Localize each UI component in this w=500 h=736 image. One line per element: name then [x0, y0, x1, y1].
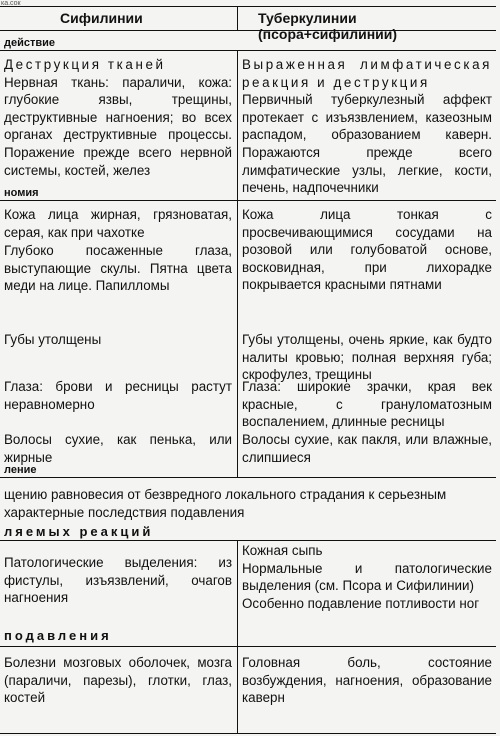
- physiognomy-right-5: Волосы сухие, как пакля, или влажные, слипшиеся: [242, 432, 492, 465]
- manifestation-text: щению равновесия от безвредного локального страдания к серьезным характерные последствия подавления: [4, 487, 447, 520]
- physiognomy-right-3: Губы утолщены, очень яркие, как будто налиты кровью; полная верхняя губа; скрофулез, трещины: [242, 332, 492, 383]
- divider-physiognomy: [237, 200, 238, 477]
- action-left-heading: Деструкция тканей: [4, 57, 166, 72]
- section-label-manifestation: ление: [4, 464, 37, 476]
- reactions-left-cell: Патологические выделения: из фистулы, изъязвлений, очагов нагноения: [4, 555, 232, 606]
- section-label-action: действие: [4, 37, 56, 49]
- table-top-border: [0, 6, 496, 7]
- action-right-text: Первичный туберкулезный аффект протекает с изъязвлением, казеозным распадом, образованием каверн. Поражаются прежде всего лимфатические узлы, легкие, кости, печень, надпочечники: [242, 92, 492, 196]
- physiognomy-left-1: Кожа лица жирная, грязноватая, серая, как при чахотке: [4, 207, 232, 240]
- comparison-table: [0, 6, 496, 734]
- action-left-text: Нервная ткань: параличи, кожа: глубокие язвы, трещины, деструктивные нагноения; во всех органах деструктивные процессы. Поражение прежде всего нервной системы, костей, желез: [4, 74, 232, 178]
- action-right-cell: [242, 56, 492, 197]
- reactions-right-line-3: Особенно подавление потливости ног: [242, 595, 480, 611]
- header-left: Сифилинии: [60, 10, 143, 26]
- reactions-right-line-2: Нормальные и патологические выделения (см. Псора и Сифилинии): [242, 560, 492, 594]
- rule-action: [0, 50, 496, 51]
- action-left-cell: [4, 56, 232, 179]
- section-label-reactions: ляемых реакций: [4, 524, 154, 539]
- physiognomy-right-4: Глаза: широкие зрачки, края век красные, с грануломатозным воспалением, длинные ресницы: [242, 379, 492, 430]
- rule-manifestation: [0, 477, 496, 478]
- divider-reactions: [237, 540, 238, 646]
- section-label-suppression: подавления: [4, 628, 112, 643]
- suppression-right-cell: Головная боль, состояние возбуждения, нагноения, образование каверн: [242, 655, 492, 706]
- section-label-physiognomy: номия: [4, 187, 39, 199]
- physiognomy-left-5: Волосы сухие, как пенька, или жирные: [4, 432, 232, 465]
- physiognomy-right-1: Кожа лица тонкая с просвечивающимися сосудами на розовой или голубоватой основе, восковидная, при лихорадке покрывается красными пятнами: [242, 207, 492, 293]
- physiognomy-left-4: Глаза: брови и ресницы растут неравномерно: [4, 379, 232, 412]
- rule-reactions: [0, 540, 496, 541]
- table-bottom-border: [0, 733, 496, 734]
- corner-label: ка.сок: [1, 0, 21, 7]
- divider-header: [237, 6, 238, 30]
- reactions-right-line-1: Кожная сыпь: [242, 543, 323, 558]
- suppression-left-cell: Болезни мозговых оболочек, мозга (параличи, парезы), глотки, глаз, костей: [4, 655, 232, 706]
- divider-action: [237, 50, 238, 200]
- action-right-heading: Выраженная лимфатическая реакция и деструкция: [242, 57, 492, 90]
- rule-suppression: [0, 646, 496, 647]
- reactions-right-cell: [242, 542, 492, 612]
- divider-suppression: [237, 646, 238, 733]
- physiognomy-left-3: Губы утолщены: [4, 332, 102, 347]
- rule-physiognomy: [0, 200, 496, 201]
- physiognomy-left-2: Глубоко посаженные глаза, выступающие скулы. Пятна цвета меди на лице. Папилломы: [4, 243, 232, 294]
- header-right: Туберкулинии (псора+сифилинии): [258, 10, 398, 42]
